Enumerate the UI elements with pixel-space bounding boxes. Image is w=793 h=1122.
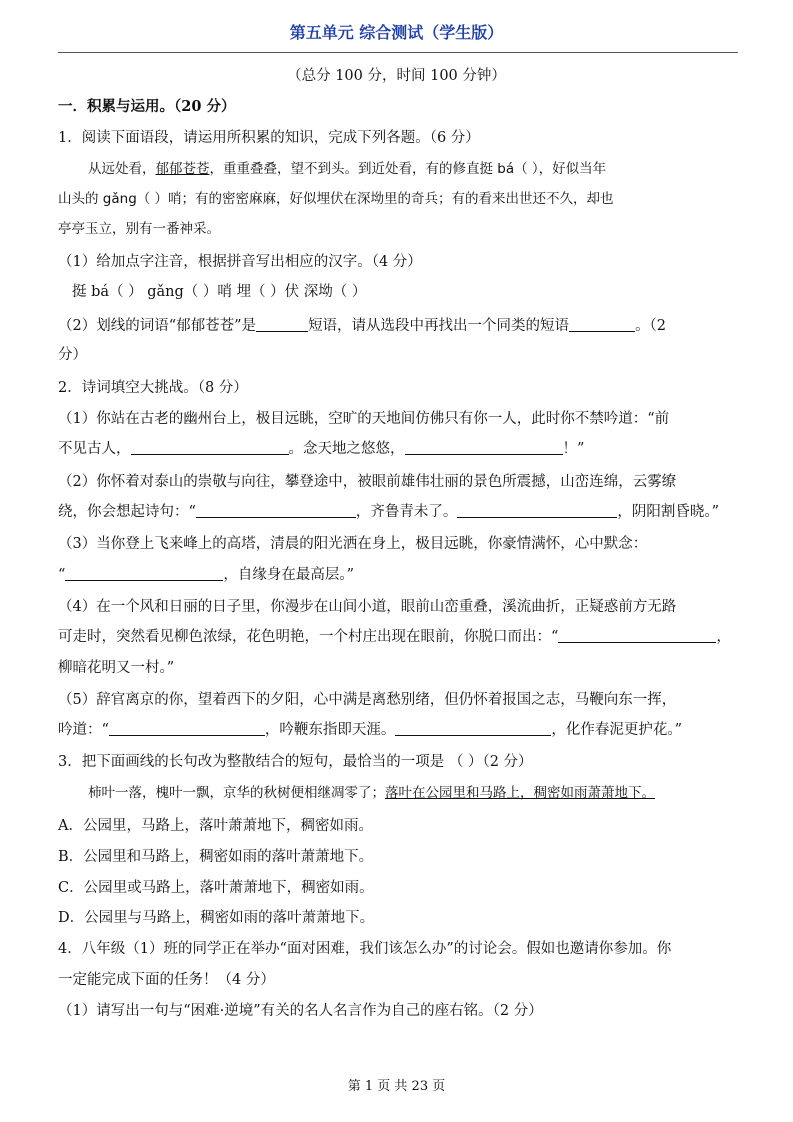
- subtitle: （总分 100 分，时间 100 分钟）: [287, 68, 506, 84]
- answer-blank[interactable]: [457, 503, 617, 518]
- q2-s4a: （4）在一个风和日丽的日子里，你漫步在山间小道，眼前山峦重叠，溪流曲折，正疑惑前方无路: [58, 599, 677, 615]
- q2-s5a: （5）辞官离京的你，望着西下的夕阳，心中满是离愁别绪，但仍怀着报国之志，马鞭向东一挥，: [58, 692, 677, 708]
- q1-passage-line1: 从远处看，郁郁苍苍，重重叠叠，望不到头。到近处看，有的修直挺 bá（ ），好似当年: [88, 161, 607, 177]
- answer-blank[interactable]: [65, 566, 223, 581]
- q1-stem: 1．阅读下面语段，请运用所积累的知识，完成下列各题。（6 分）: [58, 130, 480, 146]
- q2-s4b: 可走时，突然看见柳色浓绿，花色明艳，一个村庄出现在眼前，你脱口而出：“ ，: [58, 629, 731, 645]
- answer-blank[interactable]: [256, 317, 308, 332]
- q2-stem: 2．诗词填空大挑战。（8 分）: [58, 380, 248, 396]
- q2-s3b: “ ，自缘身在最高层。”: [58, 567, 355, 583]
- q3-option-b: B．公园里和马路上，稠密如雨的落叶萧萧地下。: [58, 849, 374, 865]
- section-heading: 一．积累与运用。（20 分）: [58, 98, 236, 115]
- underlined-phrase: 郁郁苍苍: [155, 161, 210, 177]
- answer-blank[interactable]: [558, 628, 716, 643]
- answer-blank[interactable]: [569, 317, 635, 332]
- q1-passage-line2: 山头的 gǎng（ ）哨；有的密密麻麻，好似埋伏在深坳里的奇兵；有的看来出世还不久，却也: [58, 191, 614, 207]
- q1-sub2-cont: 分）: [58, 347, 87, 363]
- header-rule: [58, 52, 738, 53]
- q2-s4c: 柳暗花明又一村。”: [58, 660, 175, 676]
- underlined-sentence: 落叶在公园里和马路上，稠密如雨萧萧地下。: [385, 785, 655, 801]
- q1-sub1: （1）给加点字注音，根据拼音写出相应的汉字。（4 分）: [58, 254, 422, 270]
- answer-blank[interactable]: [196, 503, 356, 518]
- q3-sentence: 柿叶一落，槐叶一飘，京华的秋树便相继凋零了；落叶在公园里和马路上，稠密如雨萧萧地下。: [88, 785, 655, 801]
- q2-s3a: （3）当你登上飞来峰上的高塔，清晨的阳光洒在身上，极目远眺，你豪情满怀，心中默念：: [58, 536, 648, 552]
- q4-stem-line2: 一定能完成下面的任务！（4 分）: [58, 972, 275, 988]
- answer-blank[interactable]: [405, 440, 563, 455]
- q3-stem: 3．把下面画线的长句改为整散结合的短句，最恰当的一项是 （ ）（2 分）: [58, 754, 533, 770]
- answer-blank[interactable]: [109, 721, 265, 736]
- q4-stem-line1: 4．八年级（1）班的同学正在举办“面对困难，我们该怎么办”的讨论会。假如也邀请你参加。你: [58, 941, 672, 957]
- page-footer: 第 1 页 共 23 页: [347, 1079, 446, 1094]
- q1-sub1-items: 挺 bá（ ） gǎng（ ）哨 埋（ ）伏 深坳（ ）: [72, 284, 367, 300]
- q2-s1b: 不见古人， 。念天地之悠悠， ！”: [58, 441, 585, 457]
- q1-passage-line3: 亭亭玉立，别有一番神采。: [58, 221, 220, 237]
- q3-option-a: A．公园里，马路上，落叶萧萧地下，稠密如雨。: [58, 818, 373, 834]
- q2-s2a: （2）你怀着对泰山的崇敬与向往，攀登途中，被眼前雄伟壮丽的景色所震撼，山峦连绵，云雾缭: [58, 474, 677, 490]
- q2-s1a: （1）你站在古老的幽州台上，极目远眺，空旷的天地间仿佛只有你一人，此时你不禁吟道：“前: [58, 411, 670, 427]
- answer-blank[interactable]: [131, 440, 289, 455]
- q2-s2b: 绕，你会想起诗句：“ ，齐鲁青未了。 ，阴阳割昏晓。”: [58, 504, 720, 520]
- answer-blank[interactable]: [395, 721, 551, 736]
- page-title: 第五单元 综合测试（学生版）: [289, 23, 504, 42]
- q2-s5b: 吟道：“ ，吟鞭东指即天涯。 ，化作春泥更护花。”: [58, 722, 683, 738]
- q3-option-c: C．公园里或马路上，落叶萧萧地下，稠密如雨。: [58, 880, 374, 896]
- q1-sub2: （2）划线的词语“郁郁苍苍”是 短语，请从选段中再找出一个同类的短语 。（2: [58, 318, 667, 334]
- q3-option-d: D．公园里与马路上，稠密如雨的落叶萧萧地下。: [58, 910, 375, 926]
- q4-sub1: （1）请写出一句与“困难·逆境”有关的名人名言作为自己的座右铭。（2 分）: [58, 1003, 543, 1019]
